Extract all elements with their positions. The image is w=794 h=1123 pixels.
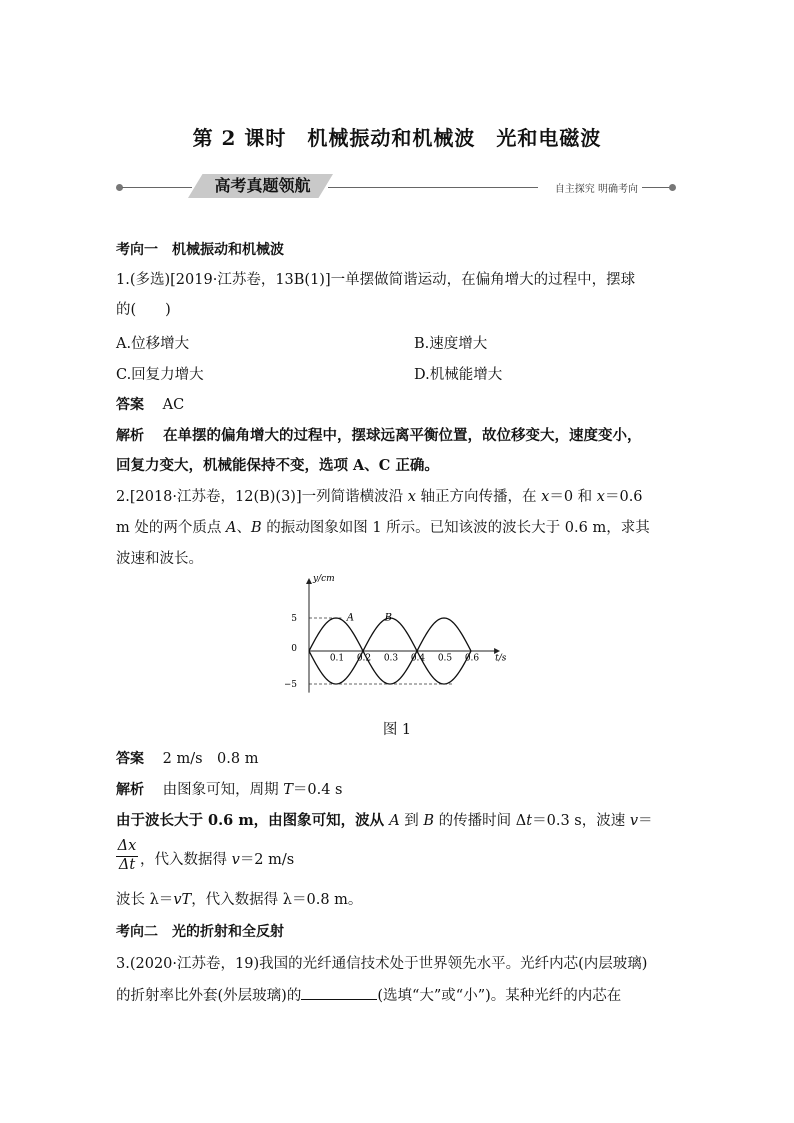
fraction-denominator: Δt — [118, 857, 136, 873]
analysis-text: 在单摆的偏角增大的过程中，摆球远离平衡位置，故位移变大，速度变小， — [163, 427, 642, 444]
analysis-text: 到 — [399, 813, 424, 829]
banner-right-text: 自主探究 明确考向 — [554, 184, 638, 195]
q1-answer — [116, 395, 184, 415]
analysis-text: 由图象可知，周期 — [162, 782, 284, 798]
vibration-figure — [285, 573, 517, 705]
q1-option-a: A.位移增大 — [116, 336, 190, 352]
analysis-text: ＝ — [638, 813, 653, 829]
q1-line-2: 的( ) — [116, 302, 171, 318]
analysis-text: 的传播时间 Δ — [434, 813, 527, 829]
var-v: v — [629, 813, 639, 829]
section-heading-1: 考向一 机械振动和机械波 — [116, 242, 284, 258]
var-x: x — [407, 489, 416, 505]
section-banner — [116, 174, 676, 200]
analysis-text: 由于波长大于 0.6 m，由图象可知，波从 — [116, 812, 390, 829]
var-x: x — [596, 489, 605, 505]
var-vT: vT — [173, 892, 192, 908]
answer-blank[interactable] — [301, 985, 377, 1000]
analysis-text: ＝2 m/s — [239, 852, 295, 868]
q3-text: 的折射率比外套(外层玻璃)的 — [116, 988, 302, 1004]
q2-text: m 处的两个质点 — [116, 520, 226, 536]
q2-text: 2.[2018·江苏卷，12(B)(3)]一列简谐横波沿 — [116, 489, 408, 505]
analysis-text: 波长 λ＝ — [116, 892, 174, 908]
q1-line-1: 1.(多选)[2019·江苏卷，13B(1)]一单摆做简谐运动，在偏角增大的过程中，摆球 — [116, 272, 636, 288]
x-tick-label: 0.1 — [329, 653, 345, 664]
banner-right-dot — [669, 184, 676, 191]
var-B: B — [423, 813, 435, 829]
banner-line-right — [328, 187, 538, 188]
q2-text: 、 — [236, 520, 251, 536]
banner-line-left — [122, 187, 192, 188]
page-title: 第 2 课时 机械振动和机械波 光和电磁波 — [192, 126, 602, 150]
x-tick-label: 0.4 — [410, 653, 426, 664]
series-label-a: A — [346, 612, 355, 624]
q2-line-2 — [116, 518, 650, 538]
answer-label: 答案 — [116, 751, 144, 767]
x-tick-label: 0.5 — [437, 653, 453, 664]
answer-value: 2 m/s 0.8 m — [162, 751, 259, 767]
q2-answer — [116, 749, 258, 769]
var-x: x — [541, 489, 550, 505]
q2-line-3: 波速和波长。 — [116, 551, 203, 567]
q2-analysis-4 — [116, 890, 362, 910]
q3-line-1: 3.(2020·江苏卷，19)我国的光纤通信技术处于世界领先水平。光纤内芯(内层玻璃) — [116, 956, 648, 972]
analysis-text: ，代入数据得 — [140, 852, 232, 868]
analysis-text: ＝0.4 s — [292, 782, 343, 798]
var-A: A — [389, 813, 400, 829]
q3-line-2 — [116, 985, 621, 1006]
answer-value: AC — [162, 397, 185, 413]
q2-analysis-3 — [140, 850, 294, 870]
x-axis-label: t/s — [495, 653, 507, 664]
analysis-text: ，代入数据得 λ＝0.8 m。 — [191, 892, 363, 908]
y-tick-label: 5 — [291, 614, 297, 624]
var-A: A — [225, 520, 237, 536]
q1-option-c: C.回复力增大 — [116, 367, 204, 383]
var-B: B — [250, 520, 262, 536]
var-T: T — [283, 782, 293, 798]
q2-analysis-2 — [116, 811, 653, 831]
y-tick-label: −5 — [285, 680, 297, 690]
series-label-b: B — [384, 612, 392, 624]
x-tick-label: 0.6 — [464, 653, 480, 664]
q1-option-b: B.速度增大 — [414, 336, 488, 352]
section-heading-2: 考向二 光的折射和全反射 — [116, 924, 284, 940]
answer-label: 答案 — [116, 397, 144, 413]
q1-analysis-2: 回复力变大，机械能保持不变，选项 A、C 正确。 — [116, 457, 439, 474]
y-axis-label: y/cm — [313, 574, 335, 584]
q1-analysis-1 — [116, 426, 642, 446]
vibration-chart — [285, 573, 517, 701]
x-tick-label: 0.3 — [383, 653, 399, 664]
fraction-numerator: Δx — [116, 838, 138, 857]
y-tick-label: 0 — [291, 644, 297, 654]
q2-text: 的振动图象如图 1 所示。已知该波的波长大于 0.6 m，求其 — [261, 520, 650, 536]
x-tick-label: 0.2 — [356, 653, 372, 664]
q2-analysis-1 — [116, 780, 343, 800]
analysis-label: 解析 — [116, 428, 144, 444]
analysis-text: ＝0.3 s，波速 — [532, 813, 630, 829]
q2-text: ＝0.6 — [604, 489, 643, 505]
q3-text: (选填“大”或“小”)。某种光纤的内芯在 — [377, 988, 622, 1004]
velocity-fraction — [116, 838, 138, 873]
q2-line-1 — [116, 487, 643, 507]
banner-line-end — [642, 187, 672, 188]
q2-text: 轴正方向传播，在 — [415, 489, 542, 505]
q2-text: ＝0 和 — [549, 489, 597, 505]
analysis-label: 解析 — [116, 782, 144, 798]
q1-option-d: D.机械能增大 — [414, 367, 503, 383]
figure-caption: 图 1 — [382, 722, 412, 738]
var-v: v — [231, 852, 240, 868]
banner-label: 高考真题领航 — [214, 176, 311, 195]
var-t: t — [526, 813, 533, 829]
